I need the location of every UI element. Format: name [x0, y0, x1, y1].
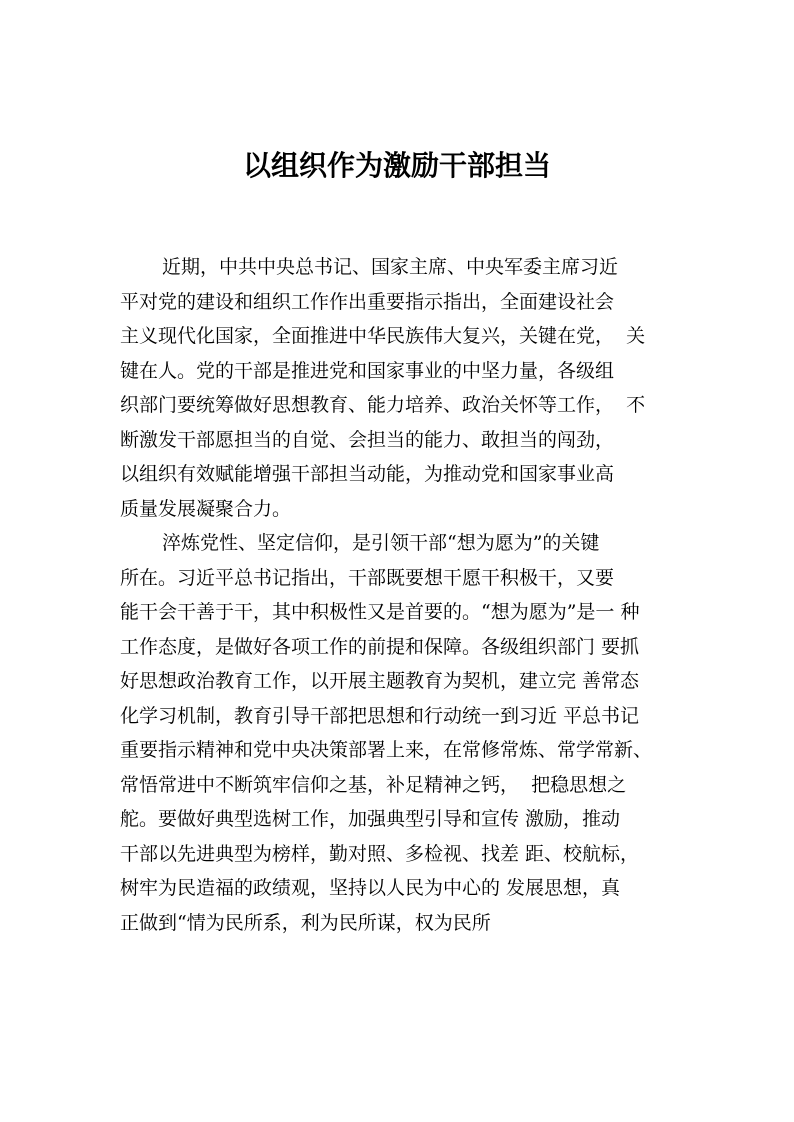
body-line: 好思想政治教育工作，以开展主题教育为契机，建立完 善常态	[120, 670, 640, 692]
body-line: 质量发展凝聚合力。	[120, 497, 292, 520]
body-line: 所在。习近平总书记指出，干部既要想干愿干积极干，又要	[120, 566, 615, 589]
body-line: 近期，中共中央总书记、国家主席、中央军委主席习近	[162, 256, 619, 278]
body-line: 干部以先进典型为榜样，勤对照、多检视、找差 距、校航标，	[120, 842, 640, 865]
body-line: 断激发干部愿担当的自觉、会担当的能力、敢担当的闯劲，	[120, 428, 615, 451]
body-line: 常悟常进中不断筑牢信仰之基，补足精神之钙， 把稳思想之	[120, 773, 627, 796]
body-line: 平对党的建设和组织工作作出重要指示指出，全面建设社会	[120, 290, 615, 313]
body-line: 主义现代化国家，全面推进中华民族伟大复兴，关键在党， 关	[120, 325, 646, 347]
body-line: 以组织有效赋能增强干部担当动能，为推动党和国家事业高	[120, 463, 615, 485]
body-line: 键在人。党的干部是推进党和国家事业的中坚力量，各级组	[120, 359, 615, 382]
body-line: 织部门要统筹做好思想教育、能力培养、政治关怀等工作， 不	[120, 394, 646, 416]
body-line: 化学习机制，教育引导干部把思想和行动统一到习近 平总书记	[120, 704, 640, 727]
body-line: 树牢为民造福的政绩观，坚持以人民为中心的 发展思想，真	[120, 877, 621, 899]
document-body	[120, 250, 700, 940]
body-line: 淬炼党性、坚定信仰，是引领干部“想为愿为”的关键	[162, 532, 600, 554]
body-line: 工作态度，是做好各项工作的前提和保障。各级组织部门 要抓	[120, 635, 640, 658]
body-line: 舵。要做好典型选树工作，加强典型引导和宣传 激励，推动	[120, 808, 621, 830]
body-line: 正做到“情为民所系，利为民所谋，权为民所	[120, 911, 491, 934]
body-line: 重要指示精神和党中央决策部署上来，在常修常炼、常学常新、	[120, 739, 653, 761]
body-line: 能干会干善于干，其中积极性又是首要的。“想为愿为”是一 种	[120, 601, 640, 623]
page-title: 以组织作为激励干部担当	[242, 149, 551, 182]
